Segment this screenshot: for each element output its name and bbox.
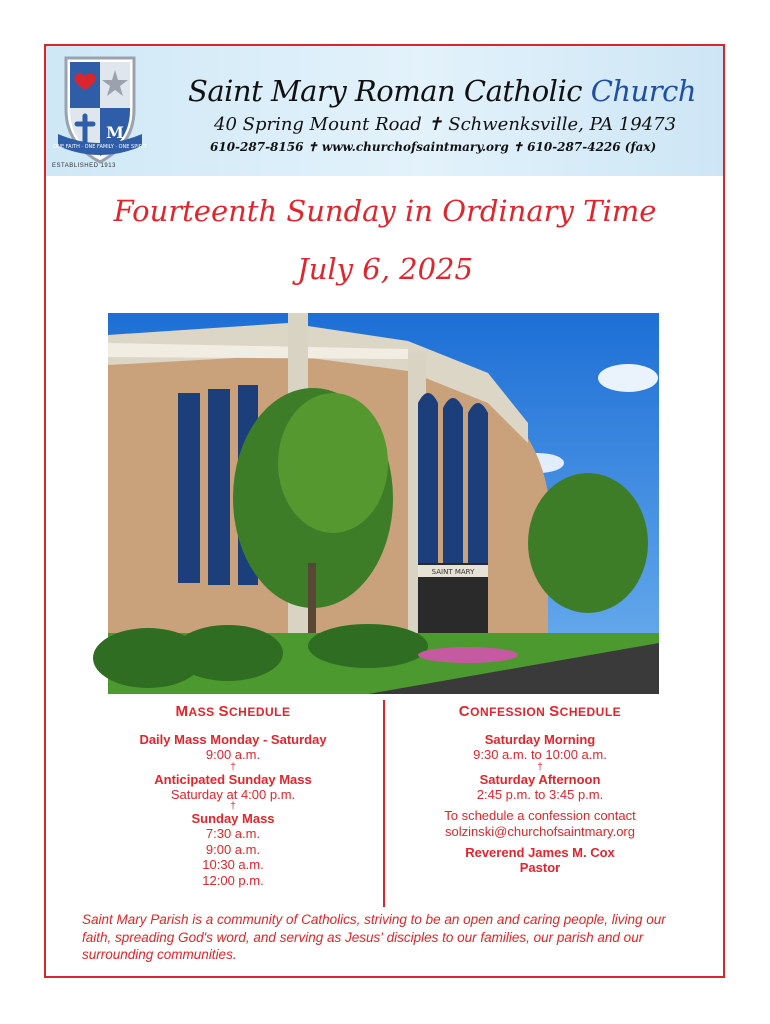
crest-letter: M bbox=[106, 123, 124, 142]
confession-afternoon-time: 2:45 p.m. to 3:45 p.m. bbox=[476, 786, 604, 802]
parish-mission-statement: Saint Mary Parish is a community of Catholics, striving to be an open and caring people, living our faith, spreading God's word, and serving as Jesus' disciples to our families, our parish and our surrounding communities. bbox=[82, 912, 666, 962]
sunday-mass-time: 7:30 a.m. bbox=[205, 826, 261, 841]
daily-mass-label: Daily Mass Monday - Saturday bbox=[139, 732, 327, 747]
church-address: 40 Spring Mount Road ✝ Schwenksville, PA 19473 bbox=[214, 114, 677, 135]
separator-cross: † bbox=[537, 761, 543, 773]
church-name-main: Saint Mary Roman Catholic bbox=[188, 74, 591, 108]
separator-cross: † bbox=[230, 801, 236, 812]
liturgical-occasion-title: Fourteenth Sunday in Ordinary Time bbox=[113, 194, 657, 228]
photo-sign-text: SAINT MARY bbox=[431, 568, 475, 576]
confession-morning-time: 9:30 a.m. to 10:00 a.m. bbox=[473, 747, 607, 762]
header-banner bbox=[46, 46, 723, 176]
separator-cross: † bbox=[230, 761, 236, 773]
daily-mass-time: 9:00 a.m. bbox=[205, 747, 261, 762]
confession-afternoon-label: Saturday Afternoon bbox=[479, 771, 601, 787]
mass-schedule-heading: MASS SCHEDULE bbox=[175, 703, 291, 720]
sunday-mass-time: 9:00 a.m. bbox=[205, 841, 261, 857]
anticipated-mass-label: Anticipated Sunday Mass bbox=[154, 771, 312, 787]
confession-schedule-section bbox=[412, 703, 668, 875]
parish-crest-logo bbox=[53, 52, 147, 174]
sunday-mass-time: 12:00 p.m. bbox=[202, 872, 264, 888]
church-building-photo bbox=[108, 313, 659, 694]
bulletin-date: July 6, 2025 bbox=[297, 252, 473, 286]
crest-banner-text: ONE FAITH · ONE FAMILY · ONE SPIRIT bbox=[53, 144, 147, 150]
sunday-mass-time: 10:30 a.m. bbox=[202, 857, 264, 872]
church-name-accent: Church bbox=[590, 74, 697, 108]
anticipated-mass-time: Saturday at 4:00 p.m. bbox=[170, 786, 296, 802]
church-name bbox=[188, 74, 696, 108]
confession-contact-text: To schedule a confession contact bbox=[444, 808, 636, 823]
crest-established: ESTABLISHED 1913 bbox=[52, 163, 116, 169]
pastor-name: Reverend James M. Cox bbox=[465, 845, 615, 860]
sunday-mass-label: Sunday Mass bbox=[191, 811, 275, 826]
confession-morning-label: Saturday Morning bbox=[484, 732, 596, 747]
church-contact-line: 610-287-8156 ✝ www.churchofsaintmary.org ✝ 610-287-4226 (fax) bbox=[210, 140, 657, 154]
mass-schedule-section bbox=[110, 703, 356, 888]
column-divider bbox=[383, 700, 385, 907]
confession-schedule-heading: CONFESSION SCHEDULE bbox=[458, 703, 622, 720]
confession-contact-email[interactable]: solzinski@churchofsaintmary.org bbox=[445, 823, 635, 839]
pastor-title: Pastor bbox=[519, 860, 561, 875]
